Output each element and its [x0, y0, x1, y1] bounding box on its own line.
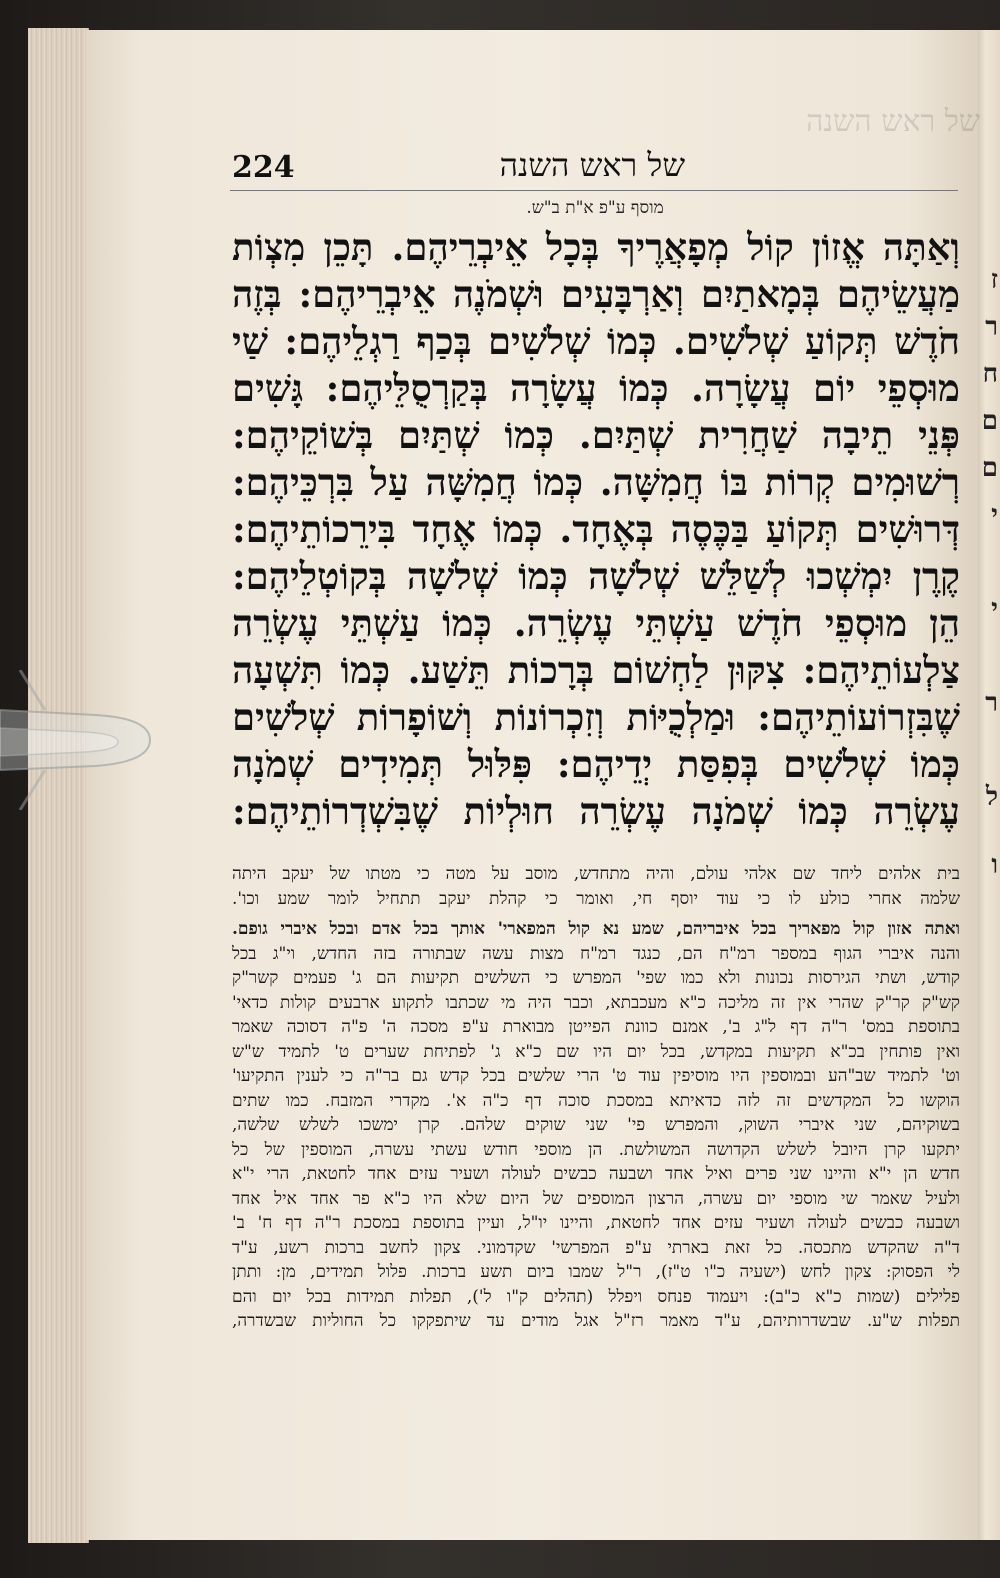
facing-page-glyph: ר — [985, 688, 998, 718]
facing-page-glyph: י — [991, 500, 998, 530]
commentary-line: ואתה אזון קול מפאריך בכל איבריהם, שמע נא קול המפארי' אותך בכל אדם ובכל איברי גופם. — [232, 919, 960, 939]
commentary-intro-line: שלמה אחרי כולע לו כי עוד יוסף חי, ואומר כי קהלת יעקב תתחיל לומר שמע וכו'. — [232, 888, 960, 909]
main-text-line: וְאַתָּה אֱזוֹן קוֹל מְפָאֲרֶיךָ בְּכָל אֵיבְרֵיהֶם. תָּכֵן מִצְוֹת — [232, 225, 960, 269]
commentary-line: בשוקיהם, שני איברי השוק, והמפרש פי' שני שוקים שלהם. קרן ימשכו לשלש שלשה, — [232, 1115, 960, 1135]
commentary-line: ולעיל שאמר שי מוספי יום עשרה, הרצון המוספים של היום שלא היו כ"א פר אחד איל אחד — [232, 1188, 960, 1209]
commentary-line: ד"ה שהקדש מתכסה. כל זאת בארתי ע"פ המפרשי' שקדמוני. צקון לחשב ברכות רשע, ע"ד — [232, 1237, 960, 1258]
commentary-line: קודש, ושתי הגירסות נכונות ולא כמו שפי' המפרש כי השלשים תקיעות הם ג' פעמים קשר"ק — [232, 968, 960, 988]
main-text-line: מַעֲשֵׂיהֶם בְּמָאתַיִם וְאַרְבָּעִים וּשְׁמֹנֶה אֵיבְרֵיהֶם: בְּזֶה — [232, 272, 960, 316]
main-text-line: פְּנֵי תֵיבָה שַׁחֲרִית שְׁתַּיִם. כְּמוֹ שְׁתַּיִם בְּשׁוֹקֵיהֶם: — [232, 413, 960, 457]
main-text-line: מוּסְפֵי יוֹם עֲשָׂרָה. כְּמוֹ עֲשָׂרָה בְּקַרְסֻלֵּיהֶם: גָּשִׁים — [232, 366, 960, 410]
commentary-line: פלילים (שמות כ"א כ"ב): ויעמוד פנחס ויפלל (תהלים ק"ו ל'), תפלות תמידות בכל יום והם — [232, 1286, 960, 1307]
main-text-line: דְּרוּשִׁים תְּקוֹעַ בַּכֶּסֶה בְּאֶחָד. כְּמוֹ אֶחָד בִּירֵכוֹתֵיהֶם: — [232, 507, 960, 551]
commentary-line: ושבעה כבשים לעולה ושעיר עזים אחד לחטאת, והיינו יו"ל, ועיין בתוספת במסכת ר"ה דף ח' ב' — [232, 1213, 960, 1233]
commentary-line: קש"ק קר"ק שהרי אין זה מליכה כ"א מעכבתא, וכבר היה מי שכתבו לתקוע ארבעים קולות כדאי' — [232, 992, 960, 1013]
main-text-line: כְּמוֹ שְׁלֹשִׁים בְּפִסַּת יְדֵיהֶם: פִּלּוּל תְּמִידִים שְׁמֹנָה — [232, 742, 960, 786]
main-text-line: שֶׁבִּזְרוֹעוֹתֵיהֶם: וּמַלְכֻיּוֹת וְזִכְרוֹנוֹת וְשׁוֹפָרוֹת שְׁלֹשִׁים — [232, 695, 960, 739]
header-rule — [230, 190, 958, 191]
main-text-line: עֶשְׂרֵה כְּמוֹ שְׁמֹנָה עֶשְׂרֵה חוּלְיוֹת שֶׁבִּשְׁדְרוֹתֵיהֶם: — [232, 789, 960, 833]
facing-page-glyph: ר — [985, 312, 998, 342]
facing-page-glyph: ו — [991, 850, 998, 880]
commentary-line: לי הפסוק: צקון לחש (ישעיה כ"ו ט"ז), ר"ל שמבו ביום תשע ברכות. פלול תמידים, מן: ותתן — [232, 1262, 960, 1282]
show-through-text: של ראש השנה — [806, 104, 980, 139]
clear-plastic-bookmark-clip — [0, 670, 160, 810]
commentary-line: חדש הן י"א והיינו שני פרים ואיל אחד ושבעה כבשים לעולה ושעיר עזים אחד לחטאת, הרי י"א — [232, 1164, 960, 1184]
main-text — [232, 224, 960, 835]
main-text-line: הֵן מוּסְפֵי חֹדֶשׁ עַשְׁתֵּי עֶשְׂרֵה. כְּמוֹ עַשְׁתֵּי עֶשְׂרֵה — [232, 601, 960, 645]
commentary-line: והנה איברי הגוף במספר רמ"ח הם, כנגד רמ"ח מצות עשה שבתורה בזה החדש, וי"ג בכל — [232, 943, 960, 964]
main-text-line: צַלְעוֹתֵיהֶם: צִקּוּן לַחְשׁוֹם בְּרָכוֹת תֵּשַׁע. כְּמוֹ תִּשְׁעָה — [232, 648, 960, 692]
commentary-line: הוקשו כל המקדשים זה לזה כדאיתא במסכת סוכה דף כ"ה א'. מקדרי המזבח. כמו שתים — [232, 1090, 960, 1111]
facing-page-glyph: י — [991, 594, 998, 624]
facing-page-edge — [976, 30, 1000, 1540]
commentary-line: יתקעו קרן היובל לשלש הקדושה המשולשת. הן מוספי חודש עשתי עשרה, המוספין של כל — [232, 1139, 960, 1160]
facing-page-glyph: ם — [981, 406, 998, 436]
commentary-intro-line: בית אלהים ליחד שם אלהי עולם, והיה מתחדש, מוסב על מטה כי מטתו של יעקב היתה — [232, 864, 960, 884]
facing-page-glyph: ם — [981, 453, 998, 483]
facing-page-glyph: ל — [985, 782, 998, 812]
main-text-line: קֶרֶן יִמְשְׁכוּ לְשַׁלֵּשׁ שְׁלֹשָׁה כְּמוֹ שְׁלֹשָׁה בְּקוֹטְלֵיהֶם: — [232, 554, 960, 598]
commentary-line: ואין פותחין בכ"א תקיעות במקדש, בכל יום היו שם כ"א ג' לפתיחת שערים ט' לתמיד ש"ש — [232, 1041, 960, 1062]
commentary-line: תפלות ש"ע. שבשדרותיהם, ע"ד מאמר רז"ל אגל מודים עד שיתפקקו כל החוליות שבשדרה, — [232, 1311, 960, 1331]
facing-page-glyph: ח — [982, 359, 998, 389]
running-title: של ראש השנה — [499, 146, 685, 184]
acrostic-annotation: מוסף ע"פ א"ת ב"ש. — [526, 198, 664, 218]
page-number: 224 — [232, 150, 295, 185]
main-text-line: רְשׁוּמִים קְרוֹת בּוֹ חֲמִשָּׁה. כְּמוֹ חֲמִשָּׁה עַל בִּרְכֵּיהֶם: — [232, 460, 960, 504]
commentary — [232, 862, 960, 1334]
main-text-line: חֹדֶשׁ תְּקוֹעַ שְׁלֹשִׁים. כְּמוֹ שְׁלֹשִׁים בְּכַף רַגְלֵיהֶם: שַׁי — [232, 319, 960, 363]
facing-page-glyph: ז — [990, 265, 998, 295]
commentary-line: וט' לתמיד שב"הע ובמוספין היו מוסיפין עוד ט' הרי שלשים בכל קדש גם בר"ה כי לענין התקיעו' — [232, 1066, 960, 1086]
commentary-line: בתוספת במס' ר"ה דף ל"ג ב', אמנם כוונת הפייטן מבוארת ע"פ מסכה ה' פ"ה דסוכה שאמר — [232, 1017, 960, 1037]
